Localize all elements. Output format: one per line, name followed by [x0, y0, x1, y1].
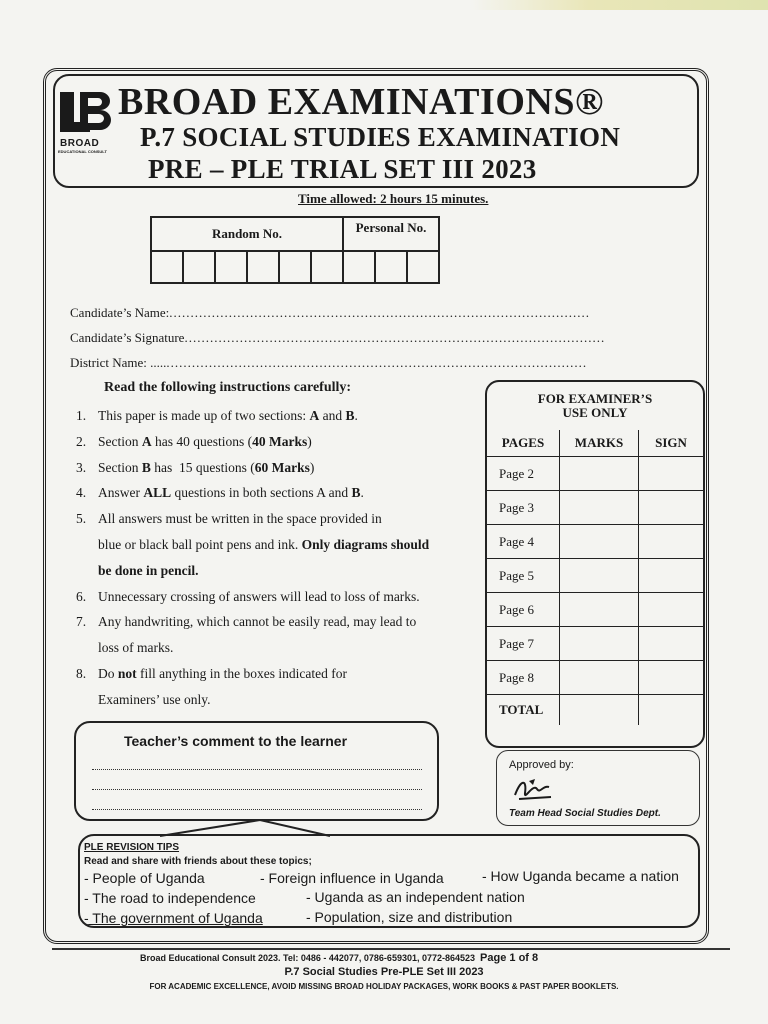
tip-item: - People of Uganda: [84, 870, 205, 886]
col-marks: MARKS: [560, 430, 639, 457]
marks-cell[interactable]: [560, 491, 639, 525]
examiner-title: [487, 392, 703, 420]
personal-digit-box[interactable]: [375, 251, 407, 283]
candidate-signature-field[interactable]: [70, 330, 680, 346]
instruction-item: [76, 403, 486, 429]
instruction-text: loss of marks.: [98, 640, 174, 656]
personal-digit-box[interactable]: [343, 251, 375, 283]
field-dots: ...................................................................................................: [166, 355, 588, 370]
instruction-item: [76, 635, 486, 661]
instruction-text: blue or black ball point pens and ink. Only diagrams should: [98, 536, 430, 552]
examiner-title-line1: FOR EXAMINER’S: [537, 391, 653, 406]
field-dots: ...................................................................................................: [169, 305, 591, 320]
instruction-item: [76, 661, 486, 687]
sign-cell[interactable]: [639, 627, 704, 661]
instruction-item: [76, 532, 486, 558]
marks-cell[interactable]: [560, 593, 639, 627]
instruction-item: [76, 687, 486, 713]
tips-title: PLE REVISION TIPS: [84, 842, 180, 853]
tip-item: - Foreign influence in Uganda: [260, 870, 444, 886]
marks-cell[interactable]: [560, 559, 639, 593]
instruction-item: [76, 558, 486, 584]
comment-line[interactable]: [92, 769, 422, 770]
marks-cell[interactable]: [560, 525, 639, 559]
examiner-title-line2: USE ONLY: [562, 405, 628, 420]
instruction-number: 4.: [76, 485, 87, 501]
examiner-table: [487, 430, 703, 725]
instruction-text: be done in pencil.: [98, 562, 199, 578]
instruction-number: 3.: [76, 459, 87, 475]
page-number: Page 1 of 8: [480, 952, 539, 964]
examiner-row: [487, 661, 703, 695]
field-label: Candidate’s Name:: [70, 305, 170, 320]
instruction-text: All answers must be written in the space provided in: [98, 511, 382, 527]
instruction-item: [76, 429, 486, 455]
tip-item: - Uganda as an independent nation: [306, 889, 525, 905]
comment-line[interactable]: [92, 789, 422, 790]
examiner-row: [487, 627, 703, 661]
instruction-item: [76, 584, 486, 610]
approved-label: Approved by:: [509, 759, 574, 771]
instruction-number: 8.: [76, 665, 87, 681]
instruction-item: [76, 480, 486, 506]
random-digit-box[interactable]: [215, 251, 247, 283]
page-label: Page 3: [487, 491, 560, 525]
tip-item: - Population, size and distribution: [306, 909, 513, 925]
exam-subject: P.7 SOCIAL STUDIES EXAMINATION: [140, 122, 621, 152]
examiner-row: [487, 559, 703, 593]
footer-contact: [140, 952, 538, 964]
instruction-text: Section B has 15 questions (60 Marks): [98, 459, 315, 475]
scan-edge-stripe: [470, 0, 768, 10]
examiner-row: [487, 457, 703, 491]
random-digit-box[interactable]: [311, 251, 343, 283]
instruction-item: [76, 455, 486, 481]
random-digit-box[interactable]: [279, 251, 311, 283]
page-label: Page 2: [487, 457, 560, 491]
signature-icon: [511, 775, 555, 805]
instruction-text: This paper is made up of two sections: A and B.: [98, 408, 358, 423]
instructions-list: [76, 403, 486, 713]
sign-cell[interactable]: [639, 593, 704, 627]
candidate-name-field[interactable]: [70, 305, 680, 321]
footer-divider: [52, 948, 730, 950]
instruction-text: Any handwriting, which cannot be easily read, may lead to: [98, 614, 417, 630]
examiner-box: [485, 380, 705, 748]
instruction-text: Examiners’ use only.: [98, 691, 211, 707]
brand-title: BROAD EXAMINATIONS®: [118, 81, 604, 123]
instruction-number: 2.: [76, 433, 87, 449]
col-pages: PAGES: [501, 435, 545, 450]
sign-cell[interactable]: [639, 661, 704, 695]
tip-item: - How Uganda became a nation: [482, 868, 679, 884]
instruction-number: 7.: [76, 614, 87, 630]
footer-title: P.7 Social Studies Pre-PLE Set III 2023: [284, 966, 484, 978]
random-number-label: Random No.: [151, 217, 343, 251]
instruction-number: 1.: [76, 408, 87, 423]
page-label: Page 5: [487, 559, 560, 593]
logo-subtext: EDUCATIONAL CONSULT: [58, 149, 107, 154]
page-label: Page 7: [487, 627, 560, 661]
teacher-comment-title: Teacher’s comment to the learner: [124, 733, 348, 749]
field-label: Candidate’s Signature: [70, 330, 185, 345]
approved-box: [496, 750, 700, 826]
instruction-text: Do not fill anything in the boxes indicated for: [98, 665, 347, 681]
broad-logo: [58, 88, 124, 156]
instruction-number: 5.: [76, 511, 87, 527]
revision-tips-box: [78, 834, 700, 928]
personal-number-label: Personal No.: [343, 217, 439, 251]
instructions-title: Read the following instructions carefully:: [104, 380, 352, 395]
footer-slogan: FOR ACADEMIC EXCELLENCE, AVOID MISSING BROAD HOLIDAY PACKAGES, WORK BOOKS & PAST PAPER BOOKLETS.: [149, 982, 619, 991]
instruction-text: Answer ALL questions in both sections A and B.: [98, 485, 364, 501]
comment-line[interactable]: [92, 809, 422, 810]
tip-item: - The government of Uganda: [84, 910, 263, 926]
tip-item: - The road to independence: [84, 890, 256, 906]
examiner-row: [487, 491, 703, 525]
footer-contact-text: Broad Educational Consult 2023. Tel: 0486 - 442077, 0786-659301, 0772-864523: [140, 953, 476, 963]
random-digit-box[interactable]: [183, 251, 215, 283]
page-label: Page 8: [487, 661, 560, 695]
marks-cell[interactable]: [560, 627, 639, 661]
teacher-comment-box: [74, 721, 439, 821]
candidate-number-box: [150, 216, 440, 284]
logo-icon: [58, 88, 120, 134]
marks-cell[interactable]: [560, 457, 639, 491]
instruction-number: 6.: [76, 588, 87, 604]
page-label: Page 4: [487, 525, 560, 559]
marks-cell[interactable]: [560, 695, 639, 726]
instruction-item: [76, 609, 486, 635]
marks-cell[interactable]: [560, 661, 639, 695]
field-label: District Name: .....: [70, 355, 167, 370]
sign-cell[interactable]: [639, 457, 704, 491]
examiner-row: [487, 593, 703, 627]
instruction-text: Unnecessary crossing of answers will lead to loss of marks.: [98, 588, 420, 604]
examiner-row: [487, 695, 703, 726]
sign-cell[interactable]: [639, 695, 704, 726]
instruction-item: [76, 506, 486, 532]
sign-cell[interactable]: [639, 525, 704, 559]
random-digit-box[interactable]: [151, 251, 183, 283]
examiner-row: [487, 525, 703, 559]
personal-digit-box[interactable]: [407, 251, 439, 283]
page-label: Page 6: [487, 593, 560, 627]
instruction-text: Section A has 40 questions (40 Marks): [98, 433, 312, 449]
field-dots: ...................................................................................................: [184, 330, 606, 345]
sign-cell[interactable]: [639, 491, 704, 525]
tips-subtitle: Read and share with friends about these topics;: [84, 856, 312, 867]
random-digit-box[interactable]: [247, 251, 279, 283]
time-allowed: Time allowed: 2 hours 15 minutes.: [298, 191, 489, 206]
page-label: TOTAL: [487, 695, 560, 726]
logo-text: BROAD: [60, 138, 100, 149]
sign-cell[interactable]: [639, 559, 704, 593]
approved-signatory: Team Head Social Studies Dept.: [509, 808, 661, 819]
col-sign: SIGN: [639, 430, 704, 457]
exam-set: PRE – PLE TRIAL SET III 2023: [148, 154, 537, 184]
district-name-field[interactable]: [70, 355, 680, 371]
